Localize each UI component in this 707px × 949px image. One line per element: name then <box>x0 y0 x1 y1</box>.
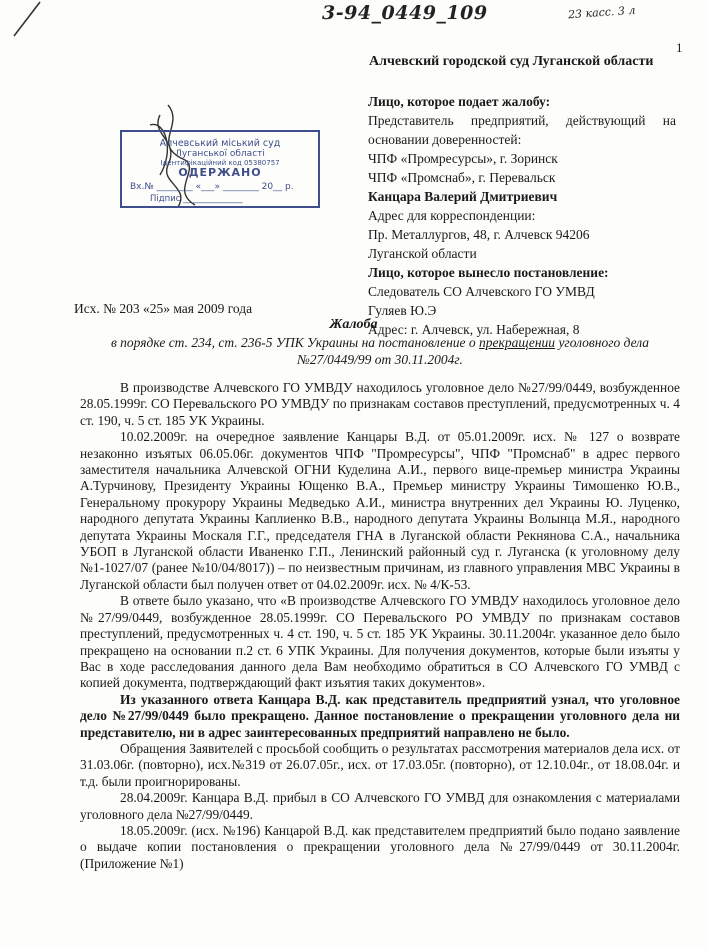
subtitle-underlined: прекращении <box>479 335 556 350</box>
complainant-block <box>368 92 676 339</box>
stamp-signature-line: Підпис ______________ <box>150 194 243 204</box>
page-number: 1 <box>676 40 683 55</box>
paragraph-7: 18.05.2009г. (исх. №196) Канцарой В.Д. как представителем предприятий было подано заявление о выдаче копии постановления о прекращении уголовного дела №27/99/0449 от 30.11.2004г. (Приложение №1) <box>80 822 680 871</box>
address-line-1: Пр. Металлургов, 48, г. Алчевск 94206 <box>368 227 590 242</box>
stamp-id-code: Ідентифікаційний код 05380757 <box>160 159 280 167</box>
stamp-region: Луганської області <box>175 149 265 159</box>
paragraph-5: Обращения Заявителей с просьбой сообщить о результатах рассмотрения материалов дела исх. от 31.03.06г. (повторно), исх.№319 от 26.07.05г., исх. от 17.03.05г. (повторно), от 12.10.04г., от 18.08.04г. и т.д. были проигнорированы. <box>80 740 680 789</box>
subtitle-part-2: уголовного дела №27/0449/99 от 30.11.2004г. <box>297 335 650 367</box>
stamp-entry-number: Вх.№ ________ «___» ________ 20__ р. <box>130 182 294 192</box>
respondent-heading: Лицо, которое вынесло постановление: <box>368 265 609 280</box>
court-name: Алчевский городской суд Луганской области <box>369 54 654 69</box>
outgoing-reference: Исх. № 203 «25» мая 2009 года <box>74 301 253 316</box>
paragraph-4: Из указанного ответа Канцара В.Д. как представитель предприятий узнал, что уголовное дело №27/99/0449 было прекращено. Данное постановление о прекращении уголовного дела ни представителю, ни в адрес заинтересованных предприятий направлено не было. <box>80 691 680 740</box>
complainant-name: Канцара Валерий Дмитриевич <box>368 189 558 204</box>
respondent-address: Адрес: г. Алчевск, ул. Набережная, 8 <box>368 322 580 337</box>
complaint-body <box>80 380 680 872</box>
company-2: ЧПФ «Промснаб», г. Перевальск <box>368 170 556 185</box>
case-number: 3-94_0449_109 <box>322 2 488 24</box>
document-title: Жалоба <box>329 317 378 332</box>
paragraph-3: В ответе было указано, что «В производстве Алчевского ГО УМВДУ находилось уголовное дело №27/99/0449, возбужденное 28.05.1999г. СО Перевальского РО УМВДУ по признакам составов преступлений, предусмотренных ч. 4 ст. 190, ч. 5 ст. 185 УК Украины. 30.11.2004г. указанное дело было прекращено на основании п.2 ст. 6 УПК Украины. Для получения документов, которые были изъяты у Вас в ходе расследования данного дела Вам необходимо обратиться в СО Алчевского ГО УМВД с копией документа, подтверждающий факт изъятия таких документов». <box>80 593 680 691</box>
address-line-2: Луганской области <box>368 246 477 261</box>
respondent-name: Гуляев Ю.Э <box>368 303 437 318</box>
paragraph-2: 10.02.2009г. на очередное заявление Канцары В.Д. от 05.01.2009г. исх. № 127 о возврате незаконно изъятых 06.05.06г. документов ЧПФ "Промресурсы", ЧПФ "Промснаб" в адрес первого заместителя начальника Алчевской ОГНИ Куделина А.И., первого вице-премьер министра Украины А.Турчинову, Президенту Украины Ющенко В.А., Премьер министру Украины Тимошенко Ю.В., Генеральному прокурору Украины Медведько А.И., министра внутренних дел Украины Ю. Луценко, народного депутата Украины Каплиенко В.В., народного депутата Украины Волынца М.Я., народного депутата Украины Москаля Г.Г., председателя ГНА в Луганской области Рекнянова С.А., начальника УБОП в Луганской области Иваненко Г.П., Ленинский районный суд г. Луганска (к уголовному делу №1-1027/07 (ранее №10/04/8017)) – по неизвестным причинам, из главного управления МВС Украины в Луганской области был получен ответ от 04.02.2009г. исх. № 4/К-53. <box>80 429 680 592</box>
complainant-role: Представитель предприятий, действующий на <box>368 113 676 128</box>
stamp-court-name: Алчевський міський суд <box>159 138 281 149</box>
stamp-received: ОДЕРЖАНО <box>178 166 262 179</box>
complainant-role-cont: основании доверенностей: <box>368 132 522 147</box>
complainant-heading: Лицо, которое подает жалобу: <box>368 94 551 109</box>
document-subtitle <box>80 334 680 368</box>
company-1: ЧПФ «Промресурсы», г. Зоринск <box>368 151 558 166</box>
paragraph-6: 28.04.2009г. Канцара В.Д. прибыл в СО Алчевского ГО УМВД для ознакомления с материалами уголовного дела №27/99/0449. <box>80 790 680 822</box>
paragraph-1: В производстве Алчевского ГО УМВДУ находилось уголовное дело №27/99/0449, возбужденное 28.05.1999г. СО Перевальского РО УМВДУ по признакам составов преступлений, предусмотренных ч. 4 ст. 190, ч. 5 ст. 185 УК Украины. <box>80 380 680 428</box>
court-received-stamp <box>120 130 320 208</box>
subtitle-part-1: в порядке ст. 234, ст. 236-5 УПК Украины на постановление о <box>110 335 480 350</box>
respondent-role: Следователь СО Алчевского ГО УМВД <box>368 284 595 299</box>
handwritten-corner-note: 23 касс. 3 л <box>567 3 636 22</box>
address-label: Адрес для корреспонденции: <box>368 208 536 223</box>
